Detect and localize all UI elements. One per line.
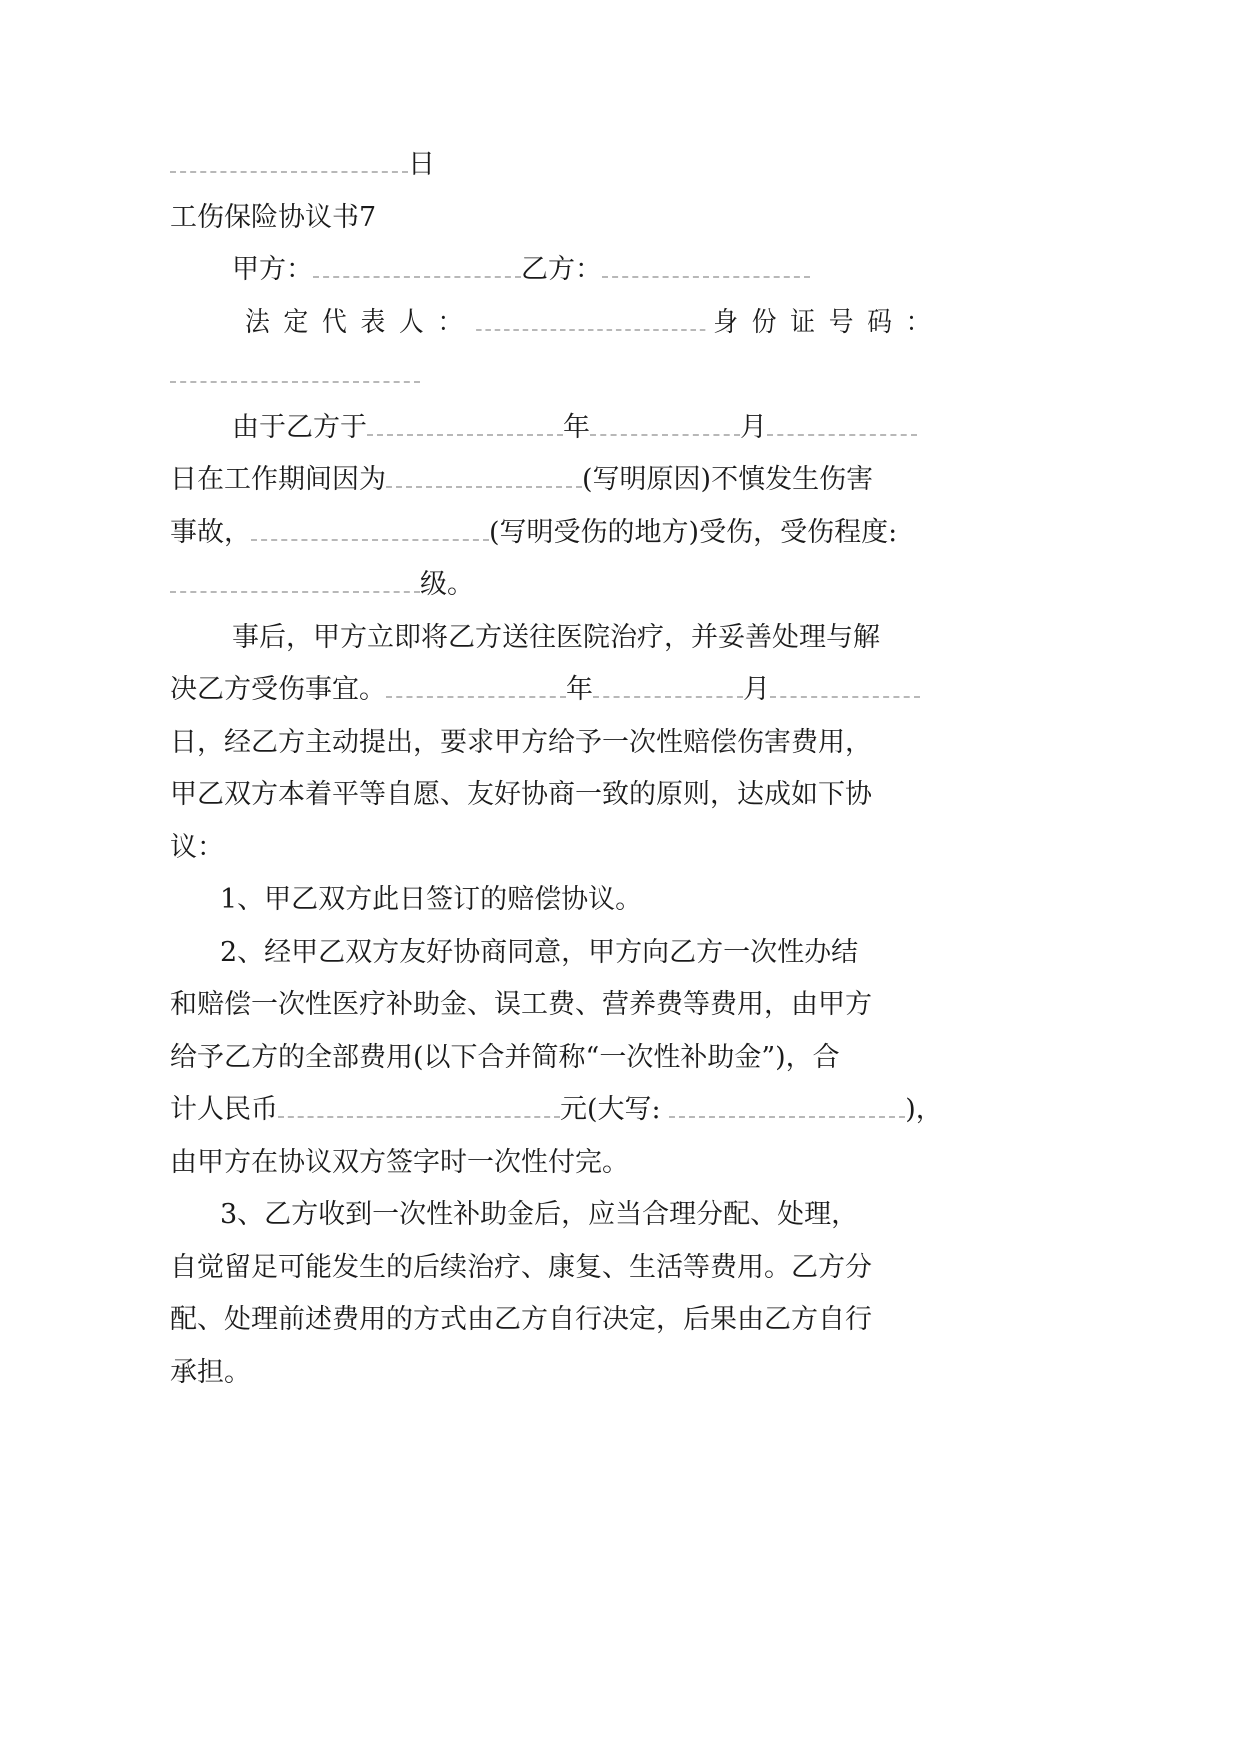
text: 月	[740, 412, 767, 443]
day-blank[interactable]	[770, 674, 920, 698]
amount-in-words-blank[interactable]	[669, 1094, 905, 1118]
item-2-line-2: 和赔偿一次性医疗补助金、误工费、营养费等费用，由甲方	[170, 989, 872, 1020]
text: 级。	[420, 569, 474, 600]
text: 计人民币	[170, 1094, 278, 1125]
text: 事故，	[170, 517, 251, 548]
amount-blank[interactable]	[278, 1094, 560, 1118]
id-number-blank-line	[170, 357, 420, 393]
item-2-line-3: 给予乙方的全部费用(以下合并简称“一次性补助金”)，合	[170, 1042, 840, 1073]
item-3-line-2: 自觉留足可能发生的后续治疗、康复、生活等费用。乙方分	[170, 1252, 872, 1283]
text: )，	[905, 1094, 943, 1125]
p2-line-2	[170, 672, 920, 708]
day-blank[interactable]	[170, 149, 408, 173]
legal-rep-line	[245, 305, 944, 341]
item-2-line-4	[170, 1092, 943, 1128]
party-b-label: 乙方：	[521, 254, 602, 285]
year-blank[interactable]	[386, 674, 566, 698]
p2-line-5: 议：	[170, 832, 224, 863]
id-number-blank[interactable]	[170, 359, 420, 383]
item-2-line-5: 由甲方在协议双方签字时一次性付完。	[170, 1147, 629, 1178]
item-2-line-1: 2、经甲乙双方友好协商同意，甲方向乙方一次性办结	[220, 937, 859, 968]
item-3-line-4: 承担。	[170, 1357, 251, 1388]
text: 元(大写:	[560, 1094, 661, 1125]
text: 月	[743, 674, 770, 705]
legal-rep-label: 法定代表人：	[245, 307, 477, 338]
date-day-line	[170, 147, 435, 183]
year-blank[interactable]	[367, 412, 563, 436]
item-3-line-1: 3、乙方收到一次性补助金后，应当合理分配、处理，	[220, 1199, 859, 1230]
id-number-label: 身份证号码：	[713, 307, 945, 338]
text: 由于乙方于	[232, 412, 367, 443]
item-1: 1、甲乙双方此日签订的赔偿协议。	[220, 884, 643, 915]
p1-line-2	[170, 462, 873, 498]
month-blank[interactable]	[590, 412, 740, 436]
document-title: 工伤保险协议书7	[170, 202, 377, 233]
p1-line-4	[170, 567, 474, 603]
day-blank[interactable]	[767, 412, 917, 436]
text: 日在工作期间因为	[170, 464, 386, 495]
party-a-blank[interactable]	[313, 254, 521, 278]
p2-line-1: 事后，甲方立即将乙方送往医院治疗，并妥善处理与解	[232, 622, 880, 653]
parties-line	[232, 252, 810, 288]
text: 年	[563, 412, 590, 443]
p1-line-1	[232, 410, 917, 446]
party-b-blank[interactable]	[602, 254, 810, 278]
text: (写明受伤的地方)受伤，受伤程度:	[489, 517, 898, 548]
injury-grade-blank[interactable]	[170, 569, 420, 593]
text: 决乙方受伤事宜。	[170, 674, 386, 705]
day-label: 日	[408, 149, 435, 180]
p1-line-3	[170, 515, 897, 551]
legal-rep-blank[interactable]	[476, 307, 705, 331]
p2-line-4: 甲乙双方本着平等自愿、友好协商一致的原则，达成如下协	[170, 779, 872, 810]
item-3-line-3: 配、处理前述费用的方式由乙方自行决定，后果由乙方自行	[170, 1304, 872, 1335]
reason-blank[interactable]	[386, 464, 582, 488]
month-blank[interactable]	[593, 674, 743, 698]
text: 年	[566, 674, 593, 705]
p2-line-3: 日，经乙方主动提出，要求甲方给予一次性赔偿伤害费用，	[170, 727, 872, 758]
text: (写明原因)不慎发生伤害	[582, 464, 874, 495]
party-a-label: 甲方：	[232, 254, 313, 285]
injury-location-blank[interactable]	[251, 517, 489, 541]
